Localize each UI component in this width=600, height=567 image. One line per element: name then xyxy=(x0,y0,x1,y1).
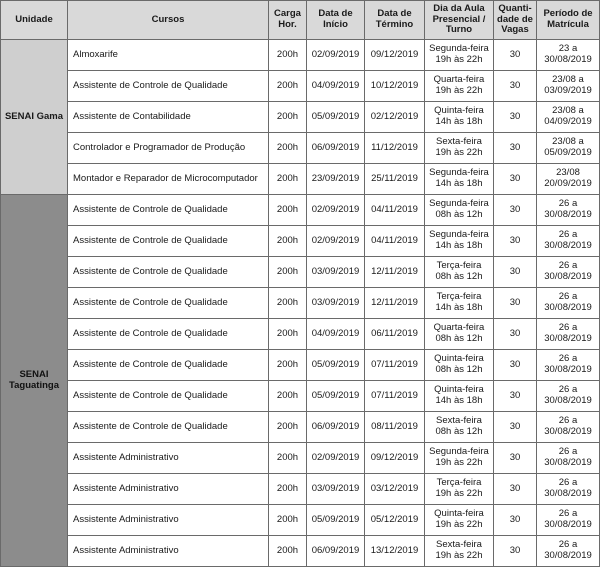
header-dia-line: Dia da Aula xyxy=(433,2,485,14)
cell-dia-time: 19h às 22h xyxy=(435,488,483,499)
cell-vagas: 30 xyxy=(494,195,537,226)
cell-periodo-start: 26 a xyxy=(558,291,578,303)
cell-termino: 25/11/2019 xyxy=(365,164,425,195)
cell-curso: Assistente Administrativo xyxy=(68,505,269,536)
header-vagas-line: dade de xyxy=(497,13,533,25)
cell-inicio: 06/09/2019 xyxy=(307,536,365,567)
header-inicio-line: Início xyxy=(323,19,348,30)
table-row xyxy=(1,350,600,381)
cell-periodo-start: 26 a xyxy=(558,260,578,272)
cell-periodo xyxy=(537,443,600,474)
cell-periodo xyxy=(537,257,600,288)
cell-carga: 200h xyxy=(269,319,307,350)
header-termino-line: Término xyxy=(375,19,414,30)
cell-dia xyxy=(425,350,494,381)
cell-curso: Assistente Administrativo xyxy=(68,443,269,474)
cell-dia xyxy=(425,71,494,102)
cell-inicio: 05/09/2019 xyxy=(307,381,365,412)
cell-periodo-start: 26 a xyxy=(558,322,578,334)
table-row xyxy=(1,226,600,257)
header-inicio xyxy=(307,1,365,40)
cell-vagas: 30 xyxy=(494,536,537,567)
cell-periodo-start: 26 a xyxy=(558,198,578,210)
cell-dia-day: Quinta-feira xyxy=(434,508,484,520)
header-carga xyxy=(269,1,307,40)
header-dia-line: Presencial / xyxy=(432,13,486,25)
cell-dia-time: 19h às 22h xyxy=(435,457,483,468)
cell-vagas: 30 xyxy=(494,133,537,164)
header-termino-line: Data de xyxy=(377,8,412,20)
table-row xyxy=(1,164,600,195)
cell-periodo xyxy=(537,381,600,412)
header-dia-line: Turno xyxy=(445,24,473,36)
unit-label: SENAI xyxy=(19,368,49,380)
cell-inicio: 02/09/2019 xyxy=(307,40,365,71)
header-carga-line: Hor. xyxy=(278,19,297,30)
cell-periodo-end: 20/09/2019 xyxy=(544,178,592,189)
cell-curso: Assistente de Controle de Qualidade xyxy=(68,257,269,288)
cell-periodo-start: 23/08 a xyxy=(552,74,584,86)
cell-vagas: 30 xyxy=(494,102,537,133)
cell-termino: 02/12/2019 xyxy=(365,102,425,133)
cell-curso: Assistente de Controle de Qualidade xyxy=(68,412,269,443)
cell-periodo-start: 23/08 a xyxy=(552,136,584,148)
cell-periodo-end: 30/08/2019 xyxy=(544,271,592,282)
cell-periodo-end: 30/08/2019 xyxy=(544,488,592,499)
cell-curso: Assistente de Contabilidade xyxy=(68,102,269,133)
table-row xyxy=(1,288,600,319)
cell-termino: 09/12/2019 xyxy=(365,443,425,474)
cell-carga: 200h xyxy=(269,133,307,164)
cell-dia xyxy=(425,381,494,412)
table-row xyxy=(1,443,600,474)
cell-periodo-start: 23 a xyxy=(558,43,578,55)
cell-inicio: 23/09/2019 xyxy=(307,164,365,195)
table-row xyxy=(1,536,600,567)
cell-curso: Assistente de Controle de Qualidade xyxy=(68,319,269,350)
cell-vagas: 30 xyxy=(494,381,537,412)
cell-dia-day: Quinta-feira xyxy=(434,384,484,396)
cell-dia-time: 08h às 12h xyxy=(435,426,483,437)
cell-periodo xyxy=(537,226,600,257)
cell-termino: 10/12/2019 xyxy=(365,71,425,102)
cell-dia-time: 08h às 12h xyxy=(435,333,483,344)
cell-curso: Assistente de Controle de Qualidade xyxy=(68,226,269,257)
cell-termino: 12/11/2019 xyxy=(365,257,425,288)
table-row xyxy=(1,40,600,71)
cell-vagas: 30 xyxy=(494,40,537,71)
cell-carga: 200h xyxy=(269,195,307,226)
unit-cell-taguatinga xyxy=(1,195,68,567)
cell-dia-day: Quarta-feira xyxy=(433,74,485,86)
cell-carga: 200h xyxy=(269,226,307,257)
header-vagas xyxy=(494,1,537,40)
header-periodo-line: Matrícula xyxy=(547,19,589,30)
cell-dia-day: Terça-feira xyxy=(436,260,482,272)
cell-carga: 200h xyxy=(269,71,307,102)
table-row xyxy=(1,102,600,133)
unit-cell-gama xyxy=(1,40,68,195)
cell-periodo-start: 26 a xyxy=(558,508,578,520)
cell-periodo-end: 30/08/2019 xyxy=(544,395,592,406)
table-row xyxy=(1,381,600,412)
cell-periodo-start: 26 a xyxy=(558,353,578,365)
cell-vagas: 30 xyxy=(494,319,537,350)
cell-dia-day: Terça-feira xyxy=(436,291,482,303)
cell-termino: 04/11/2019 xyxy=(365,226,425,257)
cell-curso: Assistente Administrativo xyxy=(68,536,269,567)
cell-periodo xyxy=(537,474,600,505)
cell-periodo xyxy=(537,102,600,133)
cell-dia-day: Sexta-feira xyxy=(436,136,482,148)
cell-periodo-start: 26 a xyxy=(558,384,578,396)
cell-periodo xyxy=(537,412,600,443)
cell-dia-time: 14h às 18h xyxy=(435,240,483,251)
unit-label: Taguatinga xyxy=(9,379,59,391)
cell-dia-time: 19h às 22h xyxy=(435,519,483,530)
cell-dia xyxy=(425,226,494,257)
table-row xyxy=(1,257,600,288)
cell-periodo-end: 03/09/2019 xyxy=(544,85,592,96)
cell-periodo xyxy=(537,133,600,164)
cell-dia-time: 14h às 18h xyxy=(435,395,483,406)
cell-dia-time: 19h às 22h xyxy=(435,85,483,96)
cell-periodo-start: 26 a xyxy=(558,446,578,458)
cell-periodo-end: 30/08/2019 xyxy=(544,333,592,344)
table-body xyxy=(1,40,600,567)
cell-periodo-end: 30/08/2019 xyxy=(544,240,592,251)
unit-label: SENAI Gama xyxy=(4,110,64,122)
cell-dia-day: Segunda-feira xyxy=(429,229,489,241)
cell-periodo xyxy=(537,195,600,226)
cell-vagas: 30 xyxy=(494,412,537,443)
cell-dia-time: 14h às 18h xyxy=(435,116,483,127)
cell-inicio: 05/09/2019 xyxy=(307,102,365,133)
header-termino xyxy=(365,1,425,40)
cell-carga: 200h xyxy=(269,443,307,474)
cell-termino: 07/11/2019 xyxy=(365,350,425,381)
cell-inicio: 03/09/2019 xyxy=(307,288,365,319)
cell-inicio: 03/09/2019 xyxy=(307,474,365,505)
cell-curso: Assistente de Controle de Qualidade xyxy=(68,71,269,102)
cell-periodo-end: 30/08/2019 xyxy=(544,550,592,561)
cell-inicio: 06/09/2019 xyxy=(307,412,365,443)
cell-dia xyxy=(425,443,494,474)
cell-dia-day: Segunda-feira xyxy=(429,43,489,55)
cell-carga: 200h xyxy=(269,412,307,443)
cell-dia-day: Quinta-feira xyxy=(434,105,484,117)
cell-carga: 200h xyxy=(269,350,307,381)
cell-carga: 200h xyxy=(269,288,307,319)
cell-dia-time: 08h às 12h xyxy=(435,364,483,375)
cell-dia-time: 14h às 18h xyxy=(435,178,483,189)
cell-inicio: 05/09/2019 xyxy=(307,350,365,381)
header-periodo xyxy=(537,1,600,40)
table-row xyxy=(1,71,600,102)
cell-dia xyxy=(425,195,494,226)
cell-vagas: 30 xyxy=(494,474,537,505)
cell-dia-time: 08h às 12h xyxy=(435,271,483,282)
table-row xyxy=(1,505,600,536)
header-row xyxy=(1,1,600,40)
cell-inicio: 05/09/2019 xyxy=(307,505,365,536)
cell-curso: Assistente de Controle de Qualidade xyxy=(68,195,269,226)
cell-dia xyxy=(425,257,494,288)
cell-termino: 05/12/2019 xyxy=(365,505,425,536)
cell-curso: Assistente de Controle de Qualidade xyxy=(68,381,269,412)
cell-dia-time: 14h às 18h xyxy=(435,302,483,313)
cell-termino: 11/12/2019 xyxy=(365,133,425,164)
cell-dia-time: 08h às 12h xyxy=(435,209,483,220)
cell-termino: 07/11/2019 xyxy=(365,381,425,412)
cell-periodo-start: 23/08 xyxy=(556,167,580,179)
cell-termino: 06/11/2019 xyxy=(365,319,425,350)
cell-dia xyxy=(425,319,494,350)
cell-termino: 09/12/2019 xyxy=(365,40,425,71)
cell-carga: 200h xyxy=(269,164,307,195)
header-carga-line: Carga xyxy=(274,8,301,20)
header-dia xyxy=(425,1,494,40)
table-row xyxy=(1,133,600,164)
cell-periodo xyxy=(537,350,600,381)
cell-periodo xyxy=(537,71,600,102)
cell-periodo-end: 04/09/2019 xyxy=(544,116,592,127)
cell-periodo xyxy=(537,319,600,350)
cell-vagas: 30 xyxy=(494,164,537,195)
cell-curso: Almoxarife xyxy=(68,40,269,71)
cell-vagas: 30 xyxy=(494,257,537,288)
cell-vagas: 30 xyxy=(494,71,537,102)
header-inicio-line: Data de xyxy=(318,8,353,20)
cell-periodo xyxy=(537,288,600,319)
cell-vagas: 30 xyxy=(494,226,537,257)
cell-dia-day: Segunda-feira xyxy=(429,198,489,210)
header-vagas-line: Quanti- xyxy=(498,2,532,14)
cell-periodo-end: 30/08/2019 xyxy=(544,457,592,468)
cell-dia-day: Sexta-feira xyxy=(436,539,482,551)
cell-inicio: 02/09/2019 xyxy=(307,443,365,474)
table-row xyxy=(1,195,600,226)
cell-periodo xyxy=(537,536,600,567)
cell-periodo xyxy=(537,40,600,71)
cell-termino: 08/11/2019 xyxy=(365,412,425,443)
cell-carga: 200h xyxy=(269,536,307,567)
cell-periodo-end: 05/09/2019 xyxy=(544,147,592,158)
cell-curso: Montador e Reparador de Microcomputador xyxy=(68,164,269,195)
cell-periodo-start: 26 a xyxy=(558,415,578,427)
cell-vagas: 30 xyxy=(494,443,537,474)
cell-dia xyxy=(425,412,494,443)
header-periodo-line: Período de xyxy=(543,8,593,20)
cell-inicio: 02/09/2019 xyxy=(307,195,365,226)
cell-vagas: 30 xyxy=(494,288,537,319)
cell-curso: Controlador e Programador de Produção xyxy=(68,133,269,164)
cell-carga: 200h xyxy=(269,40,307,71)
cell-periodo-start: 26 a xyxy=(558,229,578,241)
cell-termino: 12/11/2019 xyxy=(365,288,425,319)
cell-termino: 04/11/2019 xyxy=(365,195,425,226)
cell-dia xyxy=(425,288,494,319)
cell-periodo-end: 30/08/2019 xyxy=(544,54,592,65)
header-unidade: Unidade xyxy=(1,1,68,40)
cell-inicio: 04/09/2019 xyxy=(307,71,365,102)
cell-dia-time: 19h às 22h xyxy=(435,54,483,65)
cell-termino: 03/12/2019 xyxy=(365,474,425,505)
cell-carga: 200h xyxy=(269,102,307,133)
header-vagas-line: Vagas xyxy=(501,24,529,36)
cell-periodo-end: 30/08/2019 xyxy=(544,209,592,220)
cell-dia xyxy=(425,536,494,567)
cell-dia xyxy=(425,133,494,164)
cell-dia-day: Sexta-feira xyxy=(436,415,482,427)
cell-periodo xyxy=(537,164,600,195)
cell-termino: 13/12/2019 xyxy=(365,536,425,567)
cell-periodo-end: 30/08/2019 xyxy=(544,426,592,437)
table-row xyxy=(1,319,600,350)
cell-periodo-start: 26 a xyxy=(558,477,578,489)
cell-carga: 200h xyxy=(269,257,307,288)
cell-dia xyxy=(425,505,494,536)
cell-dia-day: Quinta-feira xyxy=(434,353,484,365)
cell-dia-time: 19h às 22h xyxy=(435,147,483,158)
cell-periodo xyxy=(537,505,600,536)
header-cursos: Cursos xyxy=(68,1,269,40)
cell-carga: 200h xyxy=(269,505,307,536)
cell-curso: Assistente de Controle de Qualidade xyxy=(68,288,269,319)
cell-vagas: 30 xyxy=(494,350,537,381)
cell-curso: Assistente Administrativo xyxy=(68,474,269,505)
cell-periodo-start: 26 a xyxy=(558,539,578,551)
cell-dia xyxy=(425,474,494,505)
cell-inicio: 04/09/2019 xyxy=(307,319,365,350)
cell-inicio: 02/09/2019 xyxy=(307,226,365,257)
cell-dia-day: Quarta-feira xyxy=(433,322,485,334)
cell-inicio: 03/09/2019 xyxy=(307,257,365,288)
cell-curso: Assistente de Controle de Qualidade xyxy=(68,350,269,381)
cell-periodo-end: 30/08/2019 xyxy=(544,519,592,530)
cell-dia xyxy=(425,164,494,195)
cell-periodo-start: 23/08 a xyxy=(552,105,584,117)
cell-dia-day: Segunda-feira xyxy=(429,167,489,179)
cell-dia-time: 19h às 22h xyxy=(435,550,483,561)
cell-vagas: 30 xyxy=(494,505,537,536)
cell-carga: 200h xyxy=(269,381,307,412)
table-row xyxy=(1,474,600,505)
cell-dia-day: Terça-feira xyxy=(436,477,482,489)
cell-dia xyxy=(425,102,494,133)
cell-periodo-end: 30/08/2019 xyxy=(544,302,592,313)
cell-dia-day: Segunda-feira xyxy=(429,446,489,458)
cell-inicio: 06/09/2019 xyxy=(307,133,365,164)
cell-periodo-end: 30/08/2019 xyxy=(544,364,592,375)
cell-dia xyxy=(425,40,494,71)
cell-carga: 200h xyxy=(269,474,307,505)
table-row xyxy=(1,412,600,443)
